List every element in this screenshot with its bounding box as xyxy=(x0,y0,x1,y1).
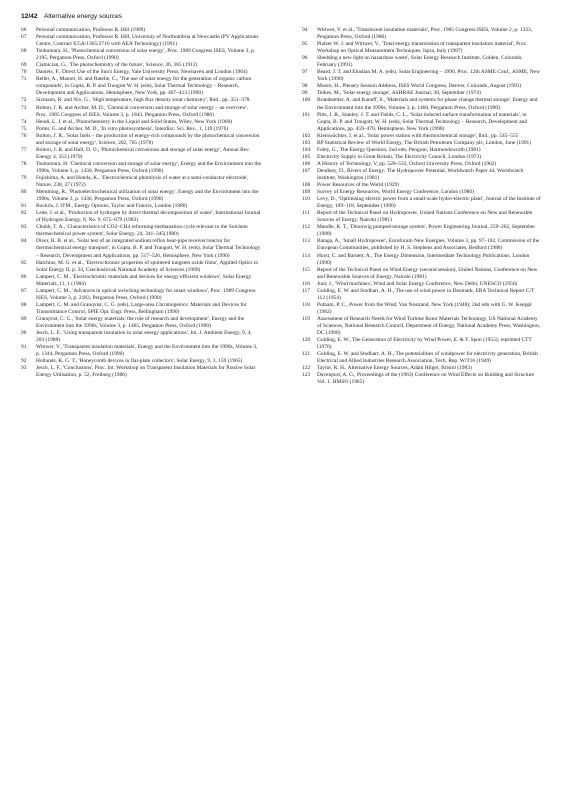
reference-number: 88 xyxy=(21,301,27,308)
reference-number: 118 xyxy=(302,301,310,308)
reference-text: Brandstetter, A. and Kaneff, S., 'Materials and systems for phase change thermal storage', Energy and the Environment into the 1990s, Volume 3, p. 1460, Pergamon Press, Oxford (1990) xyxy=(317,97,538,111)
reference-number: 121 xyxy=(302,351,311,358)
reference-number: 114 xyxy=(302,252,310,259)
reference-number: 99 xyxy=(302,90,308,97)
reference-text: Report of the Technical Panel on Hydropower, United Nations Conference on New and Renewable Sources of Energy, Nairobi (1981) xyxy=(317,210,533,224)
reference-text: Lampert, C. M. and Granqvist, C. G. (eds), Large-area Chromogenics: Materials and Devices for Transmittance Control, SPIE Opt. Engr. Press, Bellingham (1990) xyxy=(36,301,247,315)
reference-number: 91 xyxy=(21,344,27,351)
reference-text: Wittwer, V. et al., 'Translucent insulation materials', Proc. 1985 Congress ISES, Volume 2, p. 1333, Pergamon Press, Oxford (1986) xyxy=(317,27,533,41)
reference-number: 85 xyxy=(21,259,27,266)
reference-item xyxy=(302,161,542,168)
reference-number: 93 xyxy=(21,365,27,372)
reference-text: Bolton, J. R. and Hall, D. O., 'Photochemical conversion and storage of solar energy', Annual Rev. Energy 4, 353 (1979) xyxy=(36,146,250,160)
reference-item xyxy=(21,344,261,358)
reference-item xyxy=(21,210,261,224)
reference-number: 113 xyxy=(302,238,310,245)
reference-number: 69 xyxy=(21,62,27,69)
reference-text: Shedding a new light on hazardous waste', Solar Energy Research Institute, Golden, Colorado, February (1991) xyxy=(317,55,523,69)
reference-text: Levy, D., 'Optimising electric power from a small-scale hydro-electric plant', Journal of the Institute of Energy, 109–118, September (1990) xyxy=(317,196,541,210)
reference-item xyxy=(21,365,261,379)
reference-number: 71 xyxy=(21,76,27,83)
reference-text: Bolton, J. R., 'Solar fuels – the production of energy-rich compounds by the photochemical conversion and storage of solar energy', Science, 202, 705 (1978) xyxy=(36,132,260,146)
reference-text: Electricity Supply in Great Britain, The Electricity Council, London (1973) xyxy=(317,153,482,160)
reference-text: Jesch, L. F., 'Conclusions', Proc. Int. Workshop on Transparent Insulation Materials for Passive Solar Energy Utilisation, p. 52, Freiburg (1986) xyxy=(36,365,256,379)
reference-number: 79 xyxy=(21,174,27,181)
reference-number: 94 xyxy=(302,27,308,33)
reference-number: 76 xyxy=(21,132,27,139)
reference-number: 110 xyxy=(302,196,310,203)
reference-number: 73 xyxy=(21,104,27,111)
reference-number: 119 xyxy=(302,315,310,322)
reference-item xyxy=(21,126,261,133)
reference-text: Tsubomura, H., 'Photochemical conversion of solar energy', Proc. 1989 Congress ISES, Volume 3, p. 2195, Pergamon Press, Oxford (1990) xyxy=(36,48,256,62)
reference-text: Bataga, A., 'Small Hydropower', Euroforum New Energies, Volume 3, pp. 97–102, Commission of the European Communities, published by H. S. Stephens and Associates, Bedford (1988) xyxy=(317,238,540,252)
reference-text: Wittwer, V., 'Transparent insulation materials', Energy and the Environment into the 1990s, Volume 3, p. 1344, Pergamon Press, Oxford (1990) xyxy=(36,344,258,358)
reference-item xyxy=(302,27,542,41)
reference-number: 123 xyxy=(302,372,311,379)
reference-number: 74 xyxy=(21,118,27,125)
reference-item xyxy=(21,27,261,34)
reference-text: Hurst, C. and Barnett, A., The Energy Dimension, Intermediate Technology Publications, London (1990) xyxy=(317,252,530,266)
reference-number: 103 xyxy=(302,139,311,146)
reference-item xyxy=(302,210,542,224)
reference-item xyxy=(21,175,261,189)
reference-number: 96 xyxy=(302,55,308,62)
reference-number: 104 xyxy=(302,146,311,153)
reference-number: 80 xyxy=(21,189,27,196)
reference-item xyxy=(302,196,542,210)
reference-text: Hatchins, M. G. et al., 'Electrochromic properties of sputtered tungsten oxide films', Applied Optics in Solar Energy II, p. 34, Czechoslovak National Academy of Sciences (1989) xyxy=(36,259,259,273)
reference-text: Beard, J. T. and Ebadian M. A. (eds), Solar Engineering – 1990, Proc. 12th ASME Conf., ASME, New York (1990) xyxy=(317,69,541,83)
reference-number: 108 xyxy=(302,182,311,189)
reference-number: 97 xyxy=(302,69,308,76)
reference-text: Jesch, L. F., 'Using transparent insulation in solar energy applications', Int. J. Ambient Energy, 9, 4, 203 (1988) xyxy=(36,330,252,344)
reference-number: 115 xyxy=(302,266,310,273)
reference-item xyxy=(302,224,542,238)
reference-text: A History of Technology, V, pp. 528–533, Oxford University Press, Oxford (1962) xyxy=(317,160,497,167)
reference-number: 95 xyxy=(302,41,308,48)
reference-item xyxy=(302,55,542,69)
reference-item xyxy=(302,97,542,111)
reference-item xyxy=(21,238,261,259)
reference-item xyxy=(302,69,542,83)
reference-text: Chubb, T. A., 'Characteristics of CO2–CH4 reforming-methanation cycle relevant to the Solchem thermochemical power system', Solar Energy, 24, 341–345(1980) xyxy=(36,224,248,238)
reference-text: Platzer W. J. and Wittwer, V., 'Total energy transmission of transparent insulation material', Proc. Workshop on Optical Measurement Techniques, Ispra, Italy (1987) xyxy=(317,41,528,55)
reference-text: Sizmann, R. and Nix, G., 'High temperature, high flux density solar chemistry', Ibid., pp. 351–378. xyxy=(36,97,251,104)
reference-number: 77 xyxy=(21,146,27,153)
reference-number: 92 xyxy=(21,358,27,365)
reference-text: Kleinwächter, J. et al., 'Solar power station with thermochemical storage', Ibid., pp. 545–555 xyxy=(317,132,519,139)
reference-text: Personal communication, Professor R. Hill (1989) xyxy=(36,27,146,33)
reference-text: Reller, A., Maurer, H. and Ratelle, C., 'The use of solar energy for the generation of organic carbon compounds', in Gupta, B. P. and Traugott W. H. (eds), Solar Thermal Technology – Research, Development and Applications, Hemisphere, New York, pp. 407–413 (1990) xyxy=(36,76,252,97)
references-right-column xyxy=(302,27,542,386)
reference-item xyxy=(21,330,261,344)
reference-text: Golding, E. W. and Stodhart, A. H., The use of wind power in Denmark, ERA Technical Report C/T 112 (1954) xyxy=(317,287,535,301)
reference-number: 111 xyxy=(302,210,310,217)
reference-item xyxy=(302,267,542,281)
reference-item xyxy=(21,119,261,126)
reference-item xyxy=(302,337,542,351)
reference-text: Diver, R. B. et al., 'Solar test of an integrated sodium reflux heat-pipe receiver/reactor for thermochemical energy transport', in Gupta, B. P. and Traugott, W. H. (eds), Solar Thermal Technology – Research, Development and Applications, pp. 517–526, Hemisphere, New York (1990) xyxy=(36,238,261,259)
reference-item xyxy=(21,161,261,175)
reference-item xyxy=(302,147,542,154)
reference-text: Golding, E. W. and Stodhart, A. H., The potentialities of windpower for electricity generation, British Electrical and Allied Industries Research Association, Tech. Rep. W/T16 (1949) xyxy=(317,351,538,365)
reference-text: Davenport, A. G., Proceedings of the (1963) Conference on Wind Effects on Building and Structure Vol. 1. HMSO (1965) xyxy=(317,372,535,386)
reference-item xyxy=(302,140,542,147)
reference-text: Deudney, D., Rivers of Energy: The Hydropower Potential, Worldwatch Paper 44, Worldwatch Institute, Washington (1981) xyxy=(317,167,524,181)
reference-number: 66 xyxy=(21,27,27,33)
reference-item xyxy=(21,316,261,330)
reference-item xyxy=(21,224,261,238)
reference-text: BP Statistical Review of World Energy, The British Petroleum Company plc, London, June (1991) xyxy=(317,139,532,146)
reference-text: Bockris, J. O'M., Energy Options, Taylor and Francis, London (1980) xyxy=(36,203,188,210)
reference-item xyxy=(21,34,261,48)
reference-item xyxy=(302,253,542,267)
reference-text: Porter, G. and Archer, M. D., 'In vitro photosynthesis', Interdisc. Sci. Rev., 1, 119 (1976) xyxy=(36,125,229,132)
reference-number: 102 xyxy=(302,132,311,139)
reference-number: 89 xyxy=(21,315,27,322)
reference-text: Hendi, L. J. et al., Photochemistry in the Liquid and Solid States, Wiley, New York (1960) xyxy=(36,118,233,125)
reference-item xyxy=(302,351,542,365)
reference-text: Personal communication, Professor R. Hill, University of Northumbria at Newcastle (PV Applications Centre, Contract E/5A/1365/2716 with AEA Technology) (1991) xyxy=(36,34,259,48)
reference-text: Golding, E. W., The Generation of Electricity by Wind Power, E. & F. Spon (1955); reprinted CTT (1976) xyxy=(317,337,532,351)
reference-number: 68 xyxy=(21,48,27,55)
reference-item xyxy=(302,316,542,337)
reference-item xyxy=(21,189,261,203)
reference-item xyxy=(21,260,261,274)
reference-number: 81 xyxy=(21,203,27,210)
reference-item xyxy=(21,105,261,119)
reference-item xyxy=(302,112,542,133)
reference-number: 83 xyxy=(21,224,27,231)
reference-number: 86 xyxy=(21,273,27,280)
reference-item xyxy=(302,281,542,288)
reference-text: Fujishima, A. and Honda, K., 'Electrochemical photolysis of water at a semi-conductor electrode', Nature, 238, 37 (1972) xyxy=(36,174,249,189)
reference-number: 75 xyxy=(21,125,27,132)
reference-number: 100 xyxy=(302,97,311,104)
reference-number: 67 xyxy=(21,34,27,41)
reference-text: Assessment of Research Needs for Wind Turbine Rotor Materials Technology, US National Academy of Sciences, National Research Council, Department of Energy, National Academy Press, Washington, DC (1990) xyxy=(317,315,541,337)
reference-text: Memming, R., 'Photoelectrochemical utilization of solar energy', Energy and the Environment into the 1990s, Volume 3, p. 1436, Pergamon Press, Oxford (1990) xyxy=(36,189,259,203)
reference-text: Moore, H., Plenary Session Address, ISES World Congress, Denver, Colorado, August (1991) xyxy=(317,83,522,90)
reference-item xyxy=(21,147,261,161)
reference-number: 72 xyxy=(21,97,27,104)
reference-item xyxy=(21,97,261,104)
reference-text: Report of the Technical Panel on Wind Energy (second session), United Nations, Conference on New and Renewable Sources of Energy, Nairobi (1981) xyxy=(317,266,538,280)
reference-number: 98 xyxy=(302,83,308,90)
reference-item xyxy=(302,133,542,140)
reference-number: 101 xyxy=(302,111,311,118)
reference-text: Power Resources of the World (1929) xyxy=(317,182,400,189)
reference-item xyxy=(302,168,542,182)
reference-item xyxy=(302,302,542,316)
reference-number: 106 xyxy=(302,160,311,167)
reference-number: 90 xyxy=(21,330,27,337)
reference-text: Telkes, M., 'Solar energy storage', ASHRAE Journal, 38, September (1974) xyxy=(317,90,481,97)
reference-number: 84 xyxy=(21,238,27,245)
reference-text: Juul, J., 'Wind machines', Wind and Solar Energy Conference, New Delhi, UNESCO (1956) xyxy=(317,280,518,287)
reference-number: 107 xyxy=(302,167,311,174)
reference-number: 78 xyxy=(21,160,27,167)
reference-text: Bolton, J. R. and Archer, M. D., 'Chemical conversion and storage of solar energy – an overview', Proc. 1985 Congress of ISES, Volume 3, p. 1843, Pergamon Press, Oxford (1986) xyxy=(36,104,249,118)
reference-text: Lampert, C. M., 'Advances in optical switching technology for smart windows', Proc. 1989 Congress ISES, Volume 3, p. 2183, Pergamon Press, Oxford (1990) xyxy=(36,287,256,301)
reference-item xyxy=(302,288,542,302)
page-number: 12/42 xyxy=(21,13,38,20)
running-title: Alternative energy sources xyxy=(43,13,123,20)
reference-number: 82 xyxy=(21,210,27,217)
reference-number: 112 xyxy=(302,224,310,231)
reference-text: Foley, G., The Energy Question, 2nd edn, Penguin, Harmondsworth (1981) xyxy=(317,146,481,153)
reference-item xyxy=(21,302,261,316)
reference-text: Hollands, K. G. T., 'Honeycomb devices in flat-plate collectors', Solar Energy, 9, 3, 159 (1965) xyxy=(36,358,243,365)
reference-text: Granqvist, C. G., 'Solar energy materials: the role of research and development', Energy and the Environment into the 1990s, Volume 3, p. 1465, Pergamon Press, Oxford (1990) xyxy=(36,315,245,329)
reference-item xyxy=(302,154,542,161)
reference-item xyxy=(21,133,261,147)
reference-item xyxy=(302,238,542,252)
reference-number: 116 xyxy=(302,280,310,287)
reference-text: Tsubomura, H. 'Chemical conversion and storage of solar energy', Energy and the Environment into the 1990s, Volume 3, p. 1430, Pergamon Press, Oxford (1990) xyxy=(36,160,262,174)
reference-text: Ciamician, G., 'The photochemistry of the future', Science, 36, 385 (1912) xyxy=(36,62,198,69)
reference-item xyxy=(21,76,261,97)
running-header xyxy=(21,13,122,20)
reference-text: Daniels, F., Direct Use of the Sun's Energy, Yale University Press, Newhaven and London (1964) xyxy=(36,69,248,76)
reference-number: 87 xyxy=(21,287,27,294)
reference-text: Pitts, J. R., Stanley, J. T. and Fields, C. L., 'Solar induced surface transformation of materials', in Gupta, B. P. and Traugott, W. H. (eds), Solar Thermal Technology – Research, Development and Applications, pp. 459–470, Hemisphere, New York (1990) xyxy=(317,111,527,132)
reference-number: 122 xyxy=(302,365,311,372)
reference-number: 109 xyxy=(302,189,311,196)
reference-text: Lampert, C. M., 'Electrochromic materials and devices for energy efficient windows', Solar Energy Materials, 11, 1 (1984) xyxy=(36,273,252,287)
reference-number: 120 xyxy=(302,337,311,344)
reference-text: Lede, J. et al., 'Production of hydrogen by direct thermal decomposition of water', International Journal of Hydrogen Energy, 8, No. 9, 675–679 (1983) xyxy=(36,210,261,224)
reference-text: Putnam, P. C., Power from the Wind, Van Nostrand, New York (1948); 2nd edn with G. W. Koeppl (1982) xyxy=(317,301,532,315)
references-left-column xyxy=(21,27,261,379)
reference-text: Mandle, K. T., 'Dinorwig pumped-storage system', Power Engineering Journal, 259–262, September (1988) xyxy=(317,224,536,238)
reference-item xyxy=(21,274,261,288)
reference-number: 70 xyxy=(21,69,27,76)
reference-number: 117 xyxy=(302,287,310,294)
reference-item xyxy=(302,372,542,386)
reference-item xyxy=(21,288,261,302)
reference-item xyxy=(302,41,542,55)
reference-text: Taylor, R. H., Alternative Energy Sources, Adam Hilger, Bristol (1983) xyxy=(317,365,472,372)
reference-item xyxy=(21,48,261,62)
reference-number: 105 xyxy=(302,153,311,160)
reference-text: Survey of Energy Resources, World Energy Conference, London (1980) xyxy=(317,189,474,196)
